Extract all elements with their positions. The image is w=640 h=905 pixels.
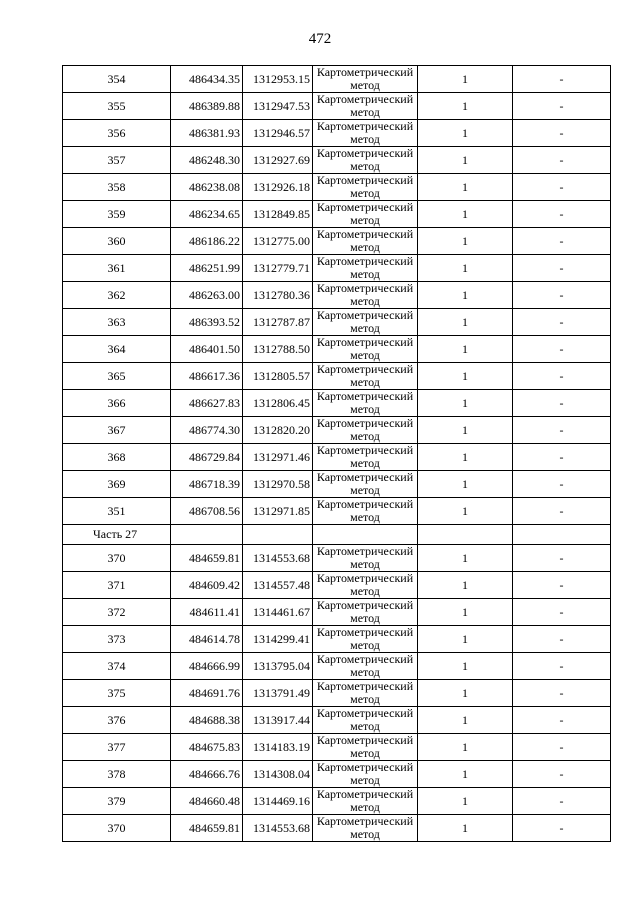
method-line: Картометрический: [316, 706, 414, 720]
method-cell: [313, 572, 418, 599]
method-cell: [313, 93, 418, 120]
table-row: [63, 147, 611, 174]
method-line: метод: [350, 718, 380, 733]
method-line: Картометрический: [316, 571, 414, 585]
point-number: 351: [63, 498, 171, 525]
x-coordinate: 484660.48: [171, 788, 243, 815]
x-coordinate: 486718.39: [171, 471, 243, 498]
method-line: Картометрический: [316, 679, 414, 693]
table-row: [63, 309, 611, 336]
x-coordinate: 486186.22: [171, 228, 243, 255]
x-coordinate: 486381.93: [171, 120, 243, 147]
x-coordinate: 484688.38: [171, 707, 243, 734]
section-row: [63, 525, 611, 545]
method-cell: [313, 228, 418, 255]
accuracy: 1: [418, 255, 513, 282]
method-cell: [313, 444, 418, 471]
table-row: [63, 390, 611, 417]
table-row: [63, 336, 611, 363]
description-dash: -: [513, 734, 611, 761]
description-dash: -: [513, 572, 611, 599]
method-cell: [313, 66, 418, 93]
method-cell: [313, 471, 418, 498]
table-row: [63, 599, 611, 626]
description-dash: -: [513, 255, 611, 282]
point-number: 358: [63, 174, 171, 201]
method-line: Картометрический: [316, 598, 414, 612]
method-line: Картометрический: [316, 389, 414, 403]
table-row: [63, 545, 611, 572]
accuracy: 1: [418, 815, 513, 842]
method-line: Картометрический: [316, 733, 414, 747]
empty-cell: [513, 525, 611, 545]
method-cell: [313, 120, 418, 147]
table-row: [63, 93, 611, 120]
table-row: [63, 66, 611, 93]
point-number: 367: [63, 417, 171, 444]
page-number: 472: [308, 31, 332, 47]
method-cell: [313, 545, 418, 572]
method-cell: [313, 498, 418, 525]
method-cell: [313, 390, 418, 417]
accuracy: 1: [418, 66, 513, 93]
y-coordinate: 1314553.68: [243, 815, 313, 842]
method-line: метод: [350, 239, 380, 254]
method-line: метод: [350, 772, 380, 787]
point-number: 361: [63, 255, 171, 282]
method-line: Картометрический: [316, 787, 414, 801]
accuracy: 1: [418, 761, 513, 788]
point-number: 360: [63, 228, 171, 255]
method-line: метод: [350, 428, 380, 443]
method-line: метод: [350, 77, 380, 92]
method-line: метод: [350, 401, 380, 416]
method-cell: [313, 653, 418, 680]
point-number: 365: [63, 363, 171, 390]
point-number: 372: [63, 599, 171, 626]
accuracy: 1: [418, 471, 513, 498]
empty-cell: [243, 525, 313, 545]
method-line: Картометрический: [316, 652, 414, 666]
table-row: [63, 417, 611, 444]
accuracy: 1: [418, 707, 513, 734]
method-cell: [313, 626, 418, 653]
method-line: Картометрический: [316, 200, 414, 214]
x-coordinate: 486401.50: [171, 336, 243, 363]
accuracy: 1: [418, 788, 513, 815]
y-coordinate: 1313791.49: [243, 680, 313, 707]
description-dash: -: [513, 471, 611, 498]
method-cell: [313, 336, 418, 363]
table-row: [63, 282, 611, 309]
x-coordinate: 486248.30: [171, 147, 243, 174]
table-row: [63, 734, 611, 761]
method-line: Картометрический: [316, 443, 414, 457]
y-coordinate: 1314557.48: [243, 572, 313, 599]
method-cell: [313, 761, 418, 788]
accuracy: 1: [418, 93, 513, 120]
point-number: 356: [63, 120, 171, 147]
method-line: метод: [350, 455, 380, 470]
y-coordinate: 1312805.57: [243, 363, 313, 390]
method-cell: [313, 282, 418, 309]
x-coordinate: 484666.99: [171, 653, 243, 680]
method-line: Картометрический: [316, 173, 414, 187]
point-number: 374: [63, 653, 171, 680]
method-cell: [313, 734, 418, 761]
description-dash: -: [513, 680, 611, 707]
accuracy: 1: [418, 309, 513, 336]
y-coordinate: 1312947.53: [243, 93, 313, 120]
method-line: метод: [350, 691, 380, 706]
point-number: 362: [63, 282, 171, 309]
accuracy: 1: [418, 545, 513, 572]
method-line: Картометрический: [316, 254, 414, 268]
point-number: 355: [63, 93, 171, 120]
method-line: метод: [350, 799, 380, 814]
y-coordinate: 1312946.57: [243, 120, 313, 147]
table-row: [63, 471, 611, 498]
method-line: метод: [350, 266, 380, 281]
table-row: [63, 201, 611, 228]
table-row: [63, 228, 611, 255]
method-cell: [313, 788, 418, 815]
point-number: 379: [63, 788, 171, 815]
description-dash: -: [513, 653, 611, 680]
accuracy: 1: [418, 282, 513, 309]
y-coordinate: 1312779.71: [243, 255, 313, 282]
point-number: 357: [63, 147, 171, 174]
y-coordinate: 1312775.00: [243, 228, 313, 255]
description-dash: -: [513, 93, 611, 120]
point-number: 363: [63, 309, 171, 336]
accuracy: 1: [418, 734, 513, 761]
description-dash: -: [513, 174, 611, 201]
method-cell: [313, 255, 418, 282]
point-number: 354: [63, 66, 171, 93]
table-row: [63, 626, 611, 653]
point-number: 369: [63, 471, 171, 498]
method-line: метод: [350, 610, 380, 625]
method-line: метод: [350, 293, 380, 308]
x-coordinate: 484611.41: [171, 599, 243, 626]
accuracy: 1: [418, 390, 513, 417]
x-coordinate: 484691.76: [171, 680, 243, 707]
point-number: 370: [63, 545, 171, 572]
point-number: 366: [63, 390, 171, 417]
point-number: 376: [63, 707, 171, 734]
method-cell: [313, 680, 418, 707]
y-coordinate: 1312780.36: [243, 282, 313, 309]
description-dash: -: [513, 815, 611, 842]
point-number: 359: [63, 201, 171, 228]
accuracy: 1: [418, 417, 513, 444]
table-row: [63, 572, 611, 599]
x-coordinate: 484614.78: [171, 626, 243, 653]
table-row: [63, 707, 611, 734]
x-coordinate: 486234.65: [171, 201, 243, 228]
method-cell: [313, 363, 418, 390]
method-line: Картометрический: [316, 497, 414, 511]
y-coordinate: 1312806.45: [243, 390, 313, 417]
description-dash: -: [513, 363, 611, 390]
method-cell: [313, 417, 418, 444]
x-coordinate: 486617.36: [171, 363, 243, 390]
description-dash: -: [513, 707, 611, 734]
method-line: Картометрический: [316, 335, 414, 349]
y-coordinate: 1312971.46: [243, 444, 313, 471]
x-coordinate: 486238.08: [171, 174, 243, 201]
table-row: [63, 761, 611, 788]
method-line: метод: [350, 212, 380, 227]
method-line: Картометрический: [316, 227, 414, 241]
method-line: метод: [350, 583, 380, 598]
description-dash: -: [513, 599, 611, 626]
y-coordinate: 1314469.16: [243, 788, 313, 815]
method-line: Картометрический: [316, 625, 414, 639]
table-row: [63, 174, 611, 201]
coordinates-table: [62, 65, 611, 842]
accuracy: 1: [418, 336, 513, 363]
description-dash: -: [513, 147, 611, 174]
accuracy: 1: [418, 363, 513, 390]
accuracy: 1: [418, 147, 513, 174]
method-cell: [313, 147, 418, 174]
method-line: метод: [350, 320, 380, 335]
y-coordinate: 1314308.04: [243, 761, 313, 788]
method-line: Картометрический: [316, 760, 414, 774]
method-cell: [313, 815, 418, 842]
y-coordinate: 1312788.50: [243, 336, 313, 363]
method-line: Картометрический: [316, 470, 414, 484]
point-number: 371: [63, 572, 171, 599]
method-line: Картометрический: [316, 281, 414, 295]
section-label: Часть 27: [63, 525, 171, 545]
x-coordinate: 486393.52: [171, 309, 243, 336]
coordinates-table-body: [63, 66, 611, 842]
description-dash: -: [513, 417, 611, 444]
point-number: 375: [63, 680, 171, 707]
method-line: метод: [350, 158, 380, 173]
method-line: метод: [350, 185, 380, 200]
table-row: [63, 788, 611, 815]
y-coordinate: 1312927.69: [243, 147, 313, 174]
table-row: [63, 444, 611, 471]
description-dash: -: [513, 201, 611, 228]
x-coordinate: 486251.99: [171, 255, 243, 282]
method-line: метод: [350, 556, 380, 571]
method-cell: [313, 201, 418, 228]
description-dash: -: [513, 336, 611, 363]
y-coordinate: 1312971.85: [243, 498, 313, 525]
table-row: [63, 680, 611, 707]
x-coordinate: 484609.42: [171, 572, 243, 599]
description-dash: -: [513, 545, 611, 572]
description-dash: -: [513, 626, 611, 653]
method-line: Картометрический: [316, 146, 414, 160]
empty-cell: [418, 525, 513, 545]
empty-cell: [313, 525, 418, 545]
method-line: метод: [350, 482, 380, 497]
point-number: 378: [63, 761, 171, 788]
accuracy: 1: [418, 653, 513, 680]
y-coordinate: 1312953.15: [243, 66, 313, 93]
x-coordinate: 486263.00: [171, 282, 243, 309]
x-coordinate: 486708.56: [171, 498, 243, 525]
table-row: [63, 363, 611, 390]
accuracy: 1: [418, 174, 513, 201]
method-line: метод: [350, 374, 380, 389]
description-dash: -: [513, 444, 611, 471]
method-line: Картометрический: [316, 362, 414, 376]
method-line: Картометрический: [316, 92, 414, 106]
table-row: [63, 653, 611, 680]
accuracy: 1: [418, 572, 513, 599]
accuracy: 1: [418, 444, 513, 471]
accuracy: 1: [418, 626, 513, 653]
x-coordinate: 486729.84: [171, 444, 243, 471]
point-number: 377: [63, 734, 171, 761]
description-dash: -: [513, 498, 611, 525]
method-cell: [313, 309, 418, 336]
method-line: метод: [350, 131, 380, 146]
method-line: метод: [350, 637, 380, 652]
point-number: 364: [63, 336, 171, 363]
point-number: 368: [63, 444, 171, 471]
method-cell: [313, 599, 418, 626]
method-line: Картометрический: [316, 119, 414, 133]
y-coordinate: 1312787.87: [243, 309, 313, 336]
method-line: метод: [350, 664, 380, 679]
y-coordinate: 1314183.19: [243, 734, 313, 761]
method-line: метод: [350, 745, 380, 760]
table-row: [63, 815, 611, 842]
y-coordinate: 1314299.41: [243, 626, 313, 653]
description-dash: -: [513, 282, 611, 309]
table-row: [63, 498, 611, 525]
description-dash: -: [513, 309, 611, 336]
y-coordinate: 1313795.04: [243, 653, 313, 680]
y-coordinate: 1314461.67: [243, 599, 313, 626]
accuracy: 1: [418, 498, 513, 525]
point-number: 370: [63, 815, 171, 842]
x-coordinate: 486434.35: [171, 66, 243, 93]
method-line: метод: [350, 347, 380, 362]
method-line: Картометрический: [316, 308, 414, 322]
accuracy: 1: [418, 120, 513, 147]
method-line: метод: [350, 104, 380, 119]
y-coordinate: 1312970.58: [243, 471, 313, 498]
description-dash: -: [513, 66, 611, 93]
y-coordinate: 1314553.68: [243, 545, 313, 572]
description-dash: -: [513, 390, 611, 417]
x-coordinate: 484675.83: [171, 734, 243, 761]
x-coordinate: 486627.83: [171, 390, 243, 417]
method-line: Картометрический: [316, 65, 414, 79]
x-coordinate: 486774.30: [171, 417, 243, 444]
point-number: 373: [63, 626, 171, 653]
y-coordinate: 1313917.44: [243, 707, 313, 734]
description-dash: -: [513, 228, 611, 255]
empty-cell: [171, 525, 243, 545]
accuracy: 1: [418, 680, 513, 707]
y-coordinate: 1312926.18: [243, 174, 313, 201]
accuracy: 1: [418, 201, 513, 228]
x-coordinate: 484666.76: [171, 761, 243, 788]
y-coordinate: 1312820.20: [243, 417, 313, 444]
description-dash: -: [513, 120, 611, 147]
method-cell: [313, 174, 418, 201]
method-line: метод: [350, 826, 380, 841]
description-dash: -: [513, 761, 611, 788]
method-line: Картометрический: [316, 416, 414, 430]
x-coordinate: 484659.81: [171, 815, 243, 842]
table-row: [63, 120, 611, 147]
accuracy: 1: [418, 228, 513, 255]
method-line: Картометрический: [316, 814, 414, 828]
method-line: метод: [350, 509, 380, 524]
method-line: Картометрический: [316, 544, 414, 558]
description-dash: -: [513, 788, 611, 815]
y-coordinate: 1312849.85: [243, 201, 313, 228]
accuracy: 1: [418, 599, 513, 626]
method-cell: [313, 707, 418, 734]
x-coordinate: 486389.88: [171, 93, 243, 120]
table-row: [63, 255, 611, 282]
x-coordinate: 484659.81: [171, 545, 243, 572]
